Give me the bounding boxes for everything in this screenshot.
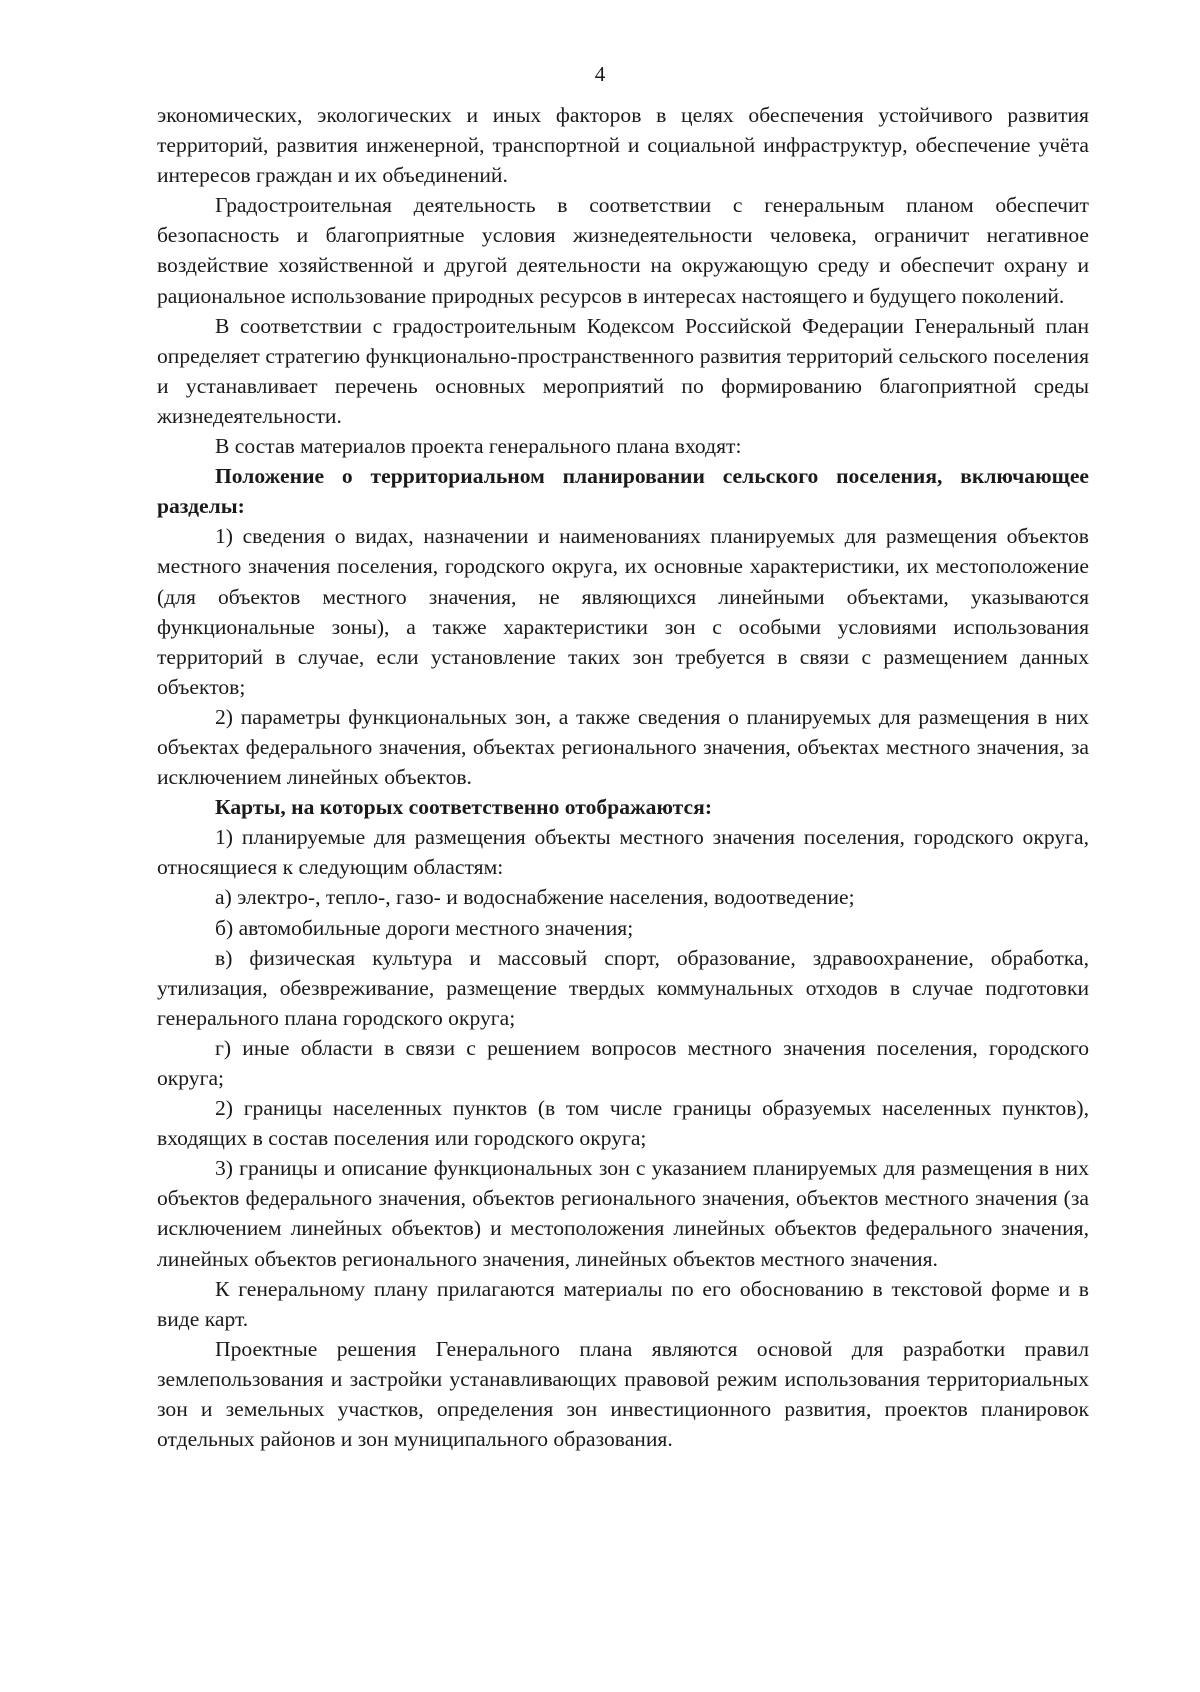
document-body <box>157 100 1089 1454</box>
paragraph: В соответствии с градостроительным Кодексом Российской Федерации Генеральный план определяет стратегию функционально-пространственного развития территорий сельского поселения и устанавливает перечень основных мероприятий по формированию благоприятной среды жизнедеятельности. <box>157 313 1089 428</box>
list-item: 1) сведения о видах, назначении и наименованиях планируемых для размещения объектов местного значения поселения, городского округа, их основные характеристики, их местоположение (для объектов местного значения, не являющихся линейными объектами, указываются функциональные зоны), а также характеристики зон с особыми условиями использования территорий в случае, если установление таких зон требуется в связи с размещением данных объектов; <box>157 524 1089 699</box>
paragraph: Проектные решения Генерального плана являются основой для разработки правил землепользования и застройки устанавливающих правовой режим использования территориальных зон и земельных участков, определения зон инвестиционного развития, проектов планировок отдельных районов и зон муниципального образования. <box>157 1336 1089 1452</box>
paragraph: В состав материалов проекта генерального плана входят: <box>215 434 742 459</box>
list-item: г) иные области в связи с решением вопросов местного значения поселения, городского округа; <box>157 1035 1089 1090</box>
section-heading: Положение о территориальном планировании сельского поселения, включающее разделы: <box>157 464 1089 519</box>
list-item: а) электро-, тепло-, газо- и водоснабжение населения, водоотведение; <box>215 885 855 910</box>
paragraph: К генеральному плану прилагаются материалы по его обоснованию в текстовой форме и в виде карт. <box>157 1276 1089 1331</box>
section-heading: Карты, на которых соответственно отображаются: <box>215 795 713 820</box>
list-item: 2) границы населенных пунктов (в том числе границы образуемых населенных пунктов), входящих в состав поселения или городского округа; <box>157 1096 1089 1151</box>
page-number: 4 <box>594 62 606 86</box>
paragraph: Градостроительная деятельность в соответствии с генеральным планом обеспечит безопасность и благоприятные условия жизнедеятельности человека, ограничит негативное воздействие хозяйственной и другой деятельности на окружающую среду и обеспечит охрану и рациональное использование природных ресурсов в интересах настоящего и будущего поколений. <box>157 193 1089 308</box>
list-item: б) автомобильные дороги местного значения; <box>215 915 634 940</box>
paragraph: экономических, экологических и иных факторов в целях обеспечения устойчивого развития территорий, развития инженерной, транспортной и социальной инфраструктур, обеспечение учёта интересов граждан и их объединений. <box>157 103 1089 188</box>
list-item: в) физическая культура и массовый спорт, образование, здравоохранение, обработка, утилизация, обезвреживание, размещение твердых коммунальных отходов в случае подготовки генерального плана городского округа; <box>157 945 1089 1030</box>
list-item: 3) границы и описание функциональных зон с указанием планируемых для размещения в них объектов федерального значения, объектов регионального значения, объектов местного значения (за исключением линейных объектов) и местоположения линейных объектов федерального значения, линейных объектов регионального значения, линейных объектов местного значения. <box>157 1156 1089 1271</box>
list-item: 1) планируемые для размещения объекты местного значения поселения, городского округа, относящиеся к следующим областям: <box>157 825 1089 880</box>
list-item: 2) параметры функциональных зон, а также сведения о планируемых для размещения в них объектах федерального значения, объектах регионального значения, объектах местного значения, за исключением линейных объектов. <box>157 704 1089 790</box>
